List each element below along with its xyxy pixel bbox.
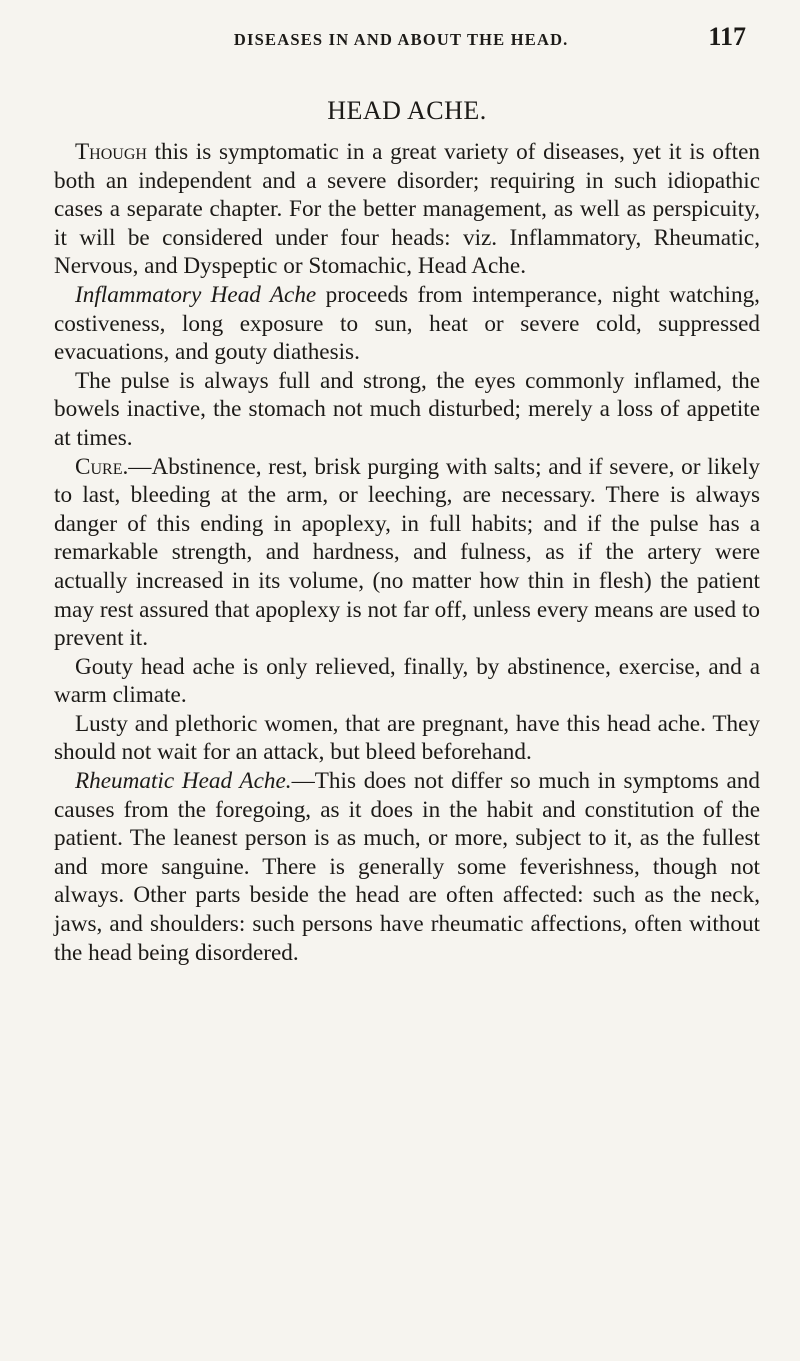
chapter-title: HEAD ACHE. <box>327 96 487 125</box>
paragraph-lead: Inflammatory Head Ache <box>75 281 317 308</box>
paragraph-inflammatory-symptoms <box>54 367 760 453</box>
paragraph-plethoric <box>54 710 760 767</box>
paragraph-lead: Though <box>75 139 147 165</box>
paragraph-text: The pulse is always full and strong, the eyes commonly inflamed, the bowels inactive, the stomach not much disturbed; merely a loss of appetite at times. <box>54 367 760 451</box>
page-number: 117 <box>708 22 746 51</box>
paragraph-text: proceeds from intemperance, night watching, costiveness, long exposure to sun, heat or severe cold, suppressed evacuations, and gouty diathesis. <box>54 281 760 366</box>
paragraph-text: this is symptomatic in a great variety of diseases, yet it is often both an independent and a severe disorder; requiring in such idiopathic cases a separate chapter. For the better management, as well as perspicuity, it will be considered under four heads: viz. Inflammatory, Rheumatic, Nervous, and Dyspeptic or Stomachic, Head Ache. <box>54 139 760 280</box>
paragraph-text: —This does not differ so much in symptoms and causes from the foregoing, as it does in the habit and constitution of the patient. The leanest person is as much, or more, subject to it, as the fullest and more sanguine. There is generally some feverishness, though not always. Other parts beside the head are often affected: such as the neck, jaws, and shoulders: such persons have rheumatic affections, often without the head being disordered. <box>54 768 760 966</box>
paragraph-lead: Cure. <box>75 453 129 480</box>
running-head <box>54 22 760 52</box>
paragraph-cure <box>54 453 760 653</box>
paragraph-inflammatory-causes <box>54 281 760 367</box>
paragraph-lead: Rheumatic Head Ache. <box>75 768 292 795</box>
paragraph-rheumatic <box>54 767 760 967</box>
paragraph-gouty <box>54 653 760 710</box>
paragraph-text: —Abstinence, rest, brisk purging with salts; and if severe, or likely to last, bleeding at the arm, or leeching, are necessary. There is always danger of this ending in apoplexy, in full habits; and if the pulse has a remarkable strength, and hardness, and fulness, as if the artery were actually increased in its volume, (no matter how thin in flesh) the patient may rest assured that apoplexy is not far off, unless every means are used to prevent it. <box>54 453 760 652</box>
chapter-body <box>54 138 760 967</box>
paragraph-text: Gouty head ache is only relieved, finally, by abstinence, exercise, and a warm climate. <box>54 653 760 709</box>
running-title: DISEASES IN AND ABOUT THE HEAD. <box>233 30 569 49</box>
paragraph-text: Lusty and plethoric women, that are pregnant, have this head ache. They should not wait for an attack, but bleed beforehand. <box>54 710 760 766</box>
paragraph-introduction <box>54 138 760 281</box>
